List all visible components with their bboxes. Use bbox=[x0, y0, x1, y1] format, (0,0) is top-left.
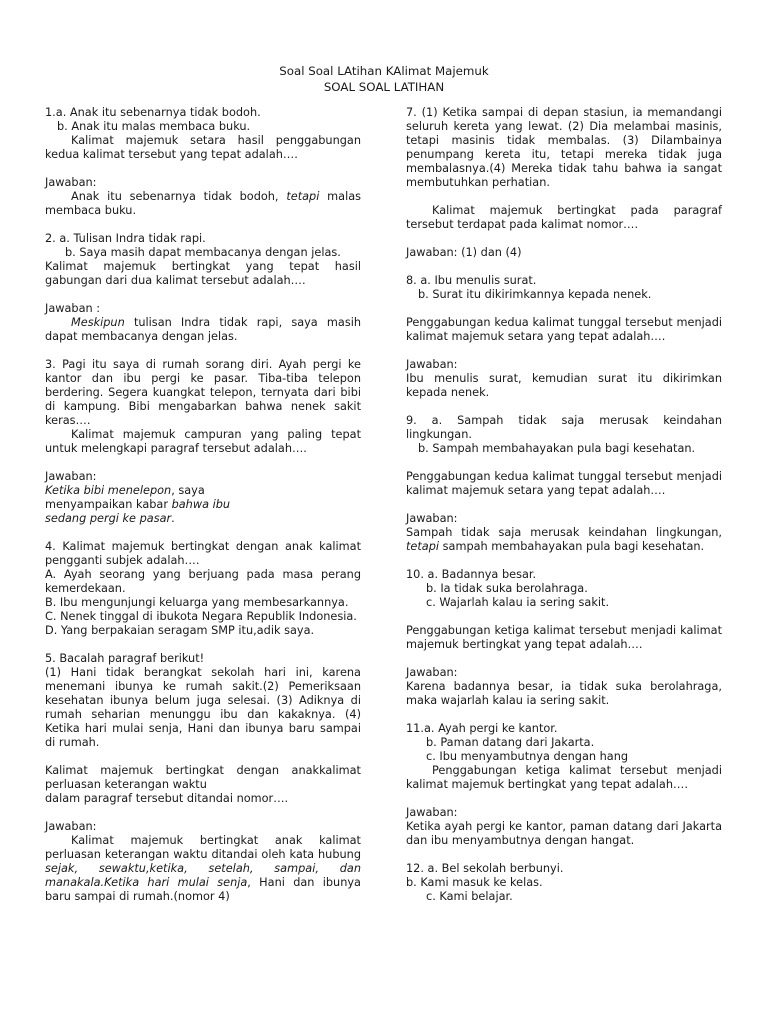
q5-answer: Kalimat majemuk bertingkat anak kalimat perluasan keterangan waktu ditandai oleh kata hubung sejak, sewaktu,ketika, setelah, sampai, dan manakala.Ketika hari mulai senja, Hani dan ibunya baru sampai di rumah.(nomor 4) bbox=[45, 834, 361, 903]
question-1 bbox=[45, 106, 361, 162]
answer-3 bbox=[45, 470, 361, 526]
q9-answer: Sampah tidak saja merusak keindahan lingkungan, tetapi sampah membahayakan pula bagi kesehatan. bbox=[406, 526, 722, 553]
question-10-prompt bbox=[406, 624, 722, 652]
q9-option-a: 9. a. Sampah tidak saja merusak keindahan lingkungan. bbox=[406, 414, 722, 441]
q7-answer: Jawaban: (1) dan (4) bbox=[406, 246, 522, 259]
q8-option-b: b. Surat itu dikirimkannya kepada nenek. bbox=[418, 288, 652, 301]
q3-question: Kalimat majemuk campuran yang paling tepat untuk melengkapi paragraf tersebut adalah…. bbox=[45, 428, 361, 455]
q4-option-d: D. Yang berpakaian seragam SMP itu,adik saya. bbox=[45, 624, 315, 637]
q4-option-c: C. Nenek tinggal di ibukota Negara Republik Indonesia. bbox=[45, 610, 357, 623]
q11-question: Penggabungan ketiga kalimat tersebut menjadi kalimat majemuk bertingkat yang tepat adalah…. bbox=[406, 764, 722, 791]
q3-answer-line-1: Ketika bibi menelepon, saya bbox=[45, 484, 205, 497]
answer-2 bbox=[45, 302, 361, 344]
q12-option-b: b. Kami masuk ke kelas. bbox=[406, 876, 543, 889]
document-header bbox=[0, 63, 768, 95]
q10-option-c: c. Wajarlah kalau ia sering sakit. bbox=[426, 596, 610, 609]
question-4 bbox=[45, 540, 361, 638]
q2-answer: Meskipun tulisan Indra tidak rapi, saya masih dapat membacanya dengan jelas. bbox=[45, 316, 362, 343]
answer-9 bbox=[406, 512, 722, 554]
q7-paragraph: 7. (1) Ketika sampai di depan stasiun, ia memandangi seluruh kereta yang lewat. (2) Dia melambai masinis, tetapi masinis tidak membalas. (3) Dilambainya penumpang kereta itu, tetapi mereka tidak juga membalasnya.(4) Mereka tidak tahu bahwa ia sangat membutuhkan perhatian. bbox=[406, 106, 722, 189]
q9-option-b: b. Sampah membahayakan pula bagi kesehatan. bbox=[418, 442, 696, 455]
q10-answer-label: Jawaban: bbox=[406, 666, 458, 679]
q10-option-a: 10. a. Badannya besar. bbox=[406, 568, 537, 581]
right-column bbox=[406, 106, 722, 918]
question-5 bbox=[45, 652, 361, 750]
q10-answer: Karena badannya besar, ia tidak suka berolahraga, maka wajarlah kalau ia sering sakit. bbox=[406, 680, 722, 707]
q7-question: Kalimat majemuk bertingkat pada paragraf tersebut terdapat pada kalimat nomor…. bbox=[406, 204, 722, 231]
q1-option-b: b. Anak itu malas membaca buku. bbox=[57, 120, 251, 133]
document-title: Soal Soal LAtihan KAlimat Majemuk bbox=[279, 64, 489, 78]
question-9-prompt bbox=[406, 470, 722, 498]
q3-answer-line-2: menyampaikan kabar bahwa ibu bbox=[45, 498, 231, 511]
q3-answer-line-3: sedang pergi ke pasar. bbox=[45, 512, 175, 525]
q8-answer-label: Jawaban: bbox=[406, 358, 458, 371]
question-10 bbox=[406, 568, 722, 610]
q8-option-a: 8. a. Ibu menulis surat. bbox=[406, 274, 537, 287]
question-5-prompt bbox=[45, 764, 361, 806]
q9-answer-label: Jawaban: bbox=[406, 512, 458, 525]
q2-option-b: b. Saya masih dapat membacanya dengan jelas. bbox=[65, 246, 341, 259]
q2-option-a: 2. a. Tulisan Indra tidak rapi. bbox=[45, 232, 206, 245]
answer-10 bbox=[406, 666, 722, 708]
q4-option-a: A. Ayah seorang yang berjuang pada masa perang kemerdekaan. bbox=[45, 568, 361, 595]
q3-answer-label: Jawaban: bbox=[45, 470, 97, 483]
left-column bbox=[45, 106, 361, 918]
question-9 bbox=[406, 414, 722, 456]
q4-question: 4. Kalimat majemuk bertingkat dengan anak kalimat pengganti subjek adalah…. bbox=[45, 540, 361, 567]
answer-1 bbox=[45, 176, 361, 218]
q5-paragraph: (1) Hani tidak berangkat sekolah hari ini, karena menemani ibunya ke rumah sakit.(2) Pemeriksaan kesehatan ibunya belum juga selesai. (3) Adiknya di rumah seharian menunggu ibu dan kakaknya. (4) Ketika hari mulai senja, Hani dan ibunya baru sampai di rumah. bbox=[45, 666, 361, 749]
answer-7 bbox=[406, 246, 722, 260]
question-12 bbox=[406, 862, 722, 904]
q11-answer: Ketika ayah pergi ke kantor, paman datang dari Jakarta dan ibu menyambutnya dengan hangat. bbox=[406, 820, 722, 847]
document-subtitle: SOAL SOAL LATIHAN bbox=[323, 80, 445, 94]
q10-option-b: b. Ia tidak suka berolahraga. bbox=[426, 582, 588, 595]
q5-question-line-2: dalam paragraf tersebut ditandai nomor…. bbox=[45, 792, 289, 805]
question-7 bbox=[406, 106, 722, 190]
q2-answer-label: Jawaban : bbox=[45, 302, 101, 315]
q11-answer-label: Jawaban: bbox=[406, 806, 458, 819]
q11-option-a: 11.a. Ayah pergi ke kantor. bbox=[406, 722, 558, 735]
q2-question: Kalimat majemuk bertingkat yang tepat hasil gabungan dari dua kalimat tersebut adalah…. bbox=[45, 260, 361, 287]
question-8 bbox=[406, 274, 722, 302]
q11-option-b: b. Paman datang dari Jakarta. bbox=[426, 736, 595, 749]
q5-question-line-1: Kalimat majemuk bertingkat dengan anakkalimat perluasan keterangan waktu bbox=[45, 764, 361, 791]
q5-answer-label: Jawaban: bbox=[45, 820, 97, 833]
q1-question: Kalimat majemuk setara hasil penggabungan kedua kalimat tersebut yang tepat adalah…. bbox=[45, 134, 361, 161]
q3-paragraph: 3. Pagi itu saya di rumah sorang diri. Ayah pergi ke kantor dan ibu pergi ke pasar. Tiba-tiba telepon berdering. Segera kuangkat telepon, ternyata dari bibi di kampung. Bibi mengabarkan bahwa nenek sakit keras…. bbox=[45, 358, 361, 427]
question-8-prompt bbox=[406, 316, 722, 344]
q12-option-a: 12. a. Bel sekolah berbunyi. bbox=[406, 862, 564, 875]
question-2 bbox=[45, 232, 361, 288]
q12-option-c: c. Kami belajar. bbox=[426, 890, 513, 903]
q1-option-a: 1.a. Anak itu sebenarnya tidak bodoh. bbox=[45, 106, 261, 119]
question-11 bbox=[406, 722, 722, 792]
q8-question: Penggabungan kedua kalimat tunggal tersebut menjadi kalimat majemuk setara yang tepat adalah…. bbox=[406, 316, 722, 343]
question-7-prompt bbox=[406, 204, 722, 232]
q5-intro: 5. Bacalah paragraf berikut! bbox=[45, 652, 205, 665]
q4-option-b: B. Ibu mengunjungi keluarga yang membesarkannya. bbox=[45, 596, 349, 609]
answer-11 bbox=[406, 806, 722, 848]
q11-option-c: c. Ibu menyambutnya dengan hang bbox=[426, 750, 629, 763]
q1-answer: Anak itu sebenarnya tidak bodoh, tetapi malas membaca buku. bbox=[45, 190, 362, 217]
q8-answer: Ibu menulis surat, kemudian surat itu dikirimkan kepada nenek. bbox=[406, 372, 722, 399]
question-3 bbox=[45, 358, 361, 456]
q9-question: Penggabungan kedua kalimat tunggal tersebut menjadi kalimat majemuk setara yang tepat adalah…. bbox=[406, 470, 722, 497]
q10-question: Penggabungan ketiga kalimat tersebut menjadi kalimat majemuk bertingkat yang tepat adalah…. bbox=[406, 624, 722, 651]
q1-answer-label: Jawaban: bbox=[45, 176, 97, 189]
answer-8 bbox=[406, 358, 722, 400]
answer-5 bbox=[45, 820, 361, 904]
